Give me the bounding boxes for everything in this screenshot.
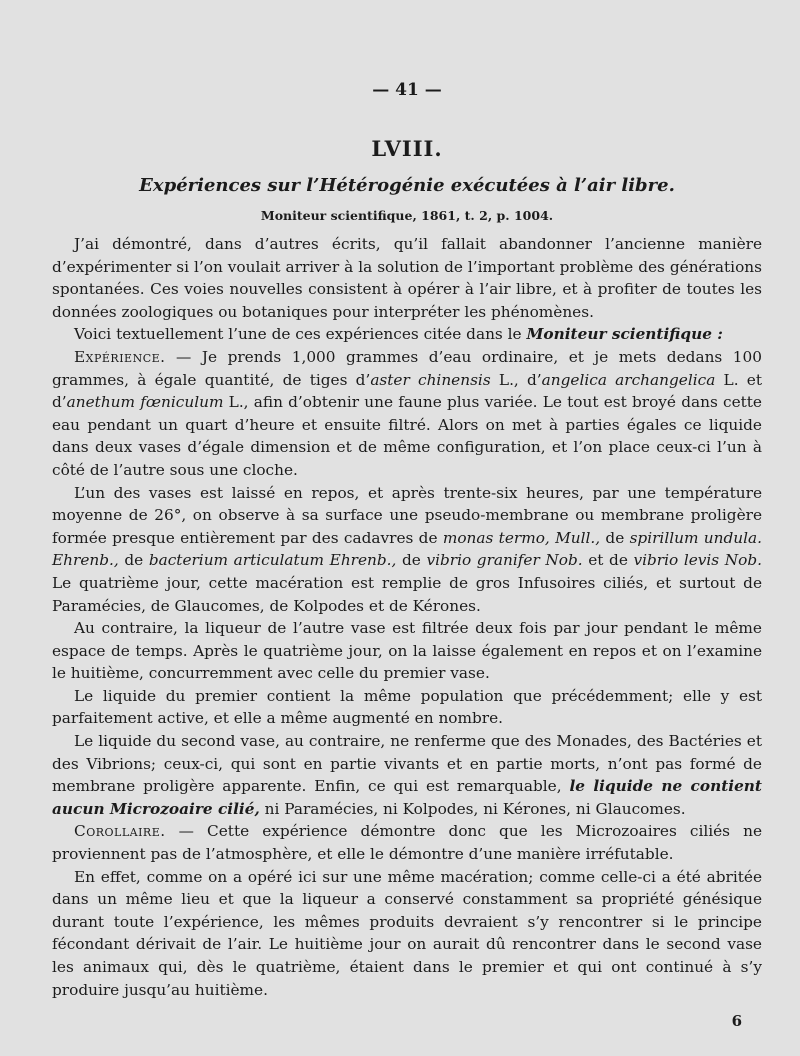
text: — Cette expérience démontre donc que les Microzoaires ciliés ne proviennent pas de l’atmosphère, et elle le démontre d’une manière irréfutable. [52, 822, 762, 864]
text: L’un des vases est laissé en repos, et après trente-six heures, par une température moyenne de 26°, on observe à sa surface une pseudo-membrane ou membrane proligère formée presque entièrement par des cadavres de [52, 483, 762, 547]
text: de [396, 551, 427, 570]
emphasis: le liquide ne contient aucun Microzoaire cilié, [52, 777, 762, 818]
experience-label: Expérience. [74, 347, 166, 366]
text: L., afin d’obtenir une faune plus variée. Le tout est broyé dans cette eau pendant un quart d’heure et ensuite filtré. Alors on met à parties égales ce liquide dans deux vases d’égale dimension et de même configuration, et l’on place ceux-ci l’un à côté de l’autre sous une cloche. [52, 393, 762, 479]
text: de [600, 528, 630, 547]
paragraph-corollaire [52, 820, 762, 865]
text: Voici textuellement l’une de ces expériences citée dans le [74, 325, 527, 344]
species-name: vibrio levis Nob. [633, 551, 762, 570]
species-name: anethum fœniculum [66, 393, 224, 412]
paragraph-4 [52, 482, 762, 618]
species-name: monas termo, Mull., [442, 528, 601, 547]
source-citation: Moniteur scientifique, 1861, t. 2, p. 1004. [260, 208, 554, 223]
text: ni Paramécies, ni Kolpodes, ni Kérones, ni Glaucomes. [259, 799, 686, 818]
text: Le liquide du second vase, au contraire, ne renferme que des Monades, des Bactéries et des Vibrions; ceux-ci, qui sont en partie vivants et en partie morts, n’ont pas formé de membrane proligère apparente. Enfin, ce qui est remarquable, [52, 732, 762, 796]
corollaire-label: Corollaire. [74, 822, 166, 841]
chapter-heading: LVIII. [371, 136, 443, 161]
paragraph-7 [52, 730, 762, 820]
emphasis: Moniteur scientifique : [526, 325, 723, 344]
species-name: aster chinensis [370, 370, 491, 389]
article-title: Expériences sur l’Hétérogénie exécutées à l’air libre. [139, 175, 675, 196]
text: — Je prends 1,000 grammes d’eau ordinaire, et je mets dedans 100 grammes, à égale quantité, de tiges d’ [52, 347, 762, 389]
species-name: angelica archangelica [541, 370, 716, 389]
page-number: — 41 — [372, 80, 442, 100]
text: de [118, 551, 149, 570]
paragraph-experience [52, 346, 762, 482]
signature-mark: 6 [731, 1012, 742, 1030]
paragraph-1: J’ai démontré, dans d’autres écrits, qu’il fallait abandonner l’ancienne manière d’expérimenter si l’on voulait arriver à la solution de l’important problème des générations spontanées. Ces voies nouvelles consistent à opérer à l’air libre, et à profiter de toutes les données zoologiques ou botaniques pour interpréter les phénomènes. [52, 235, 762, 321]
paragraph-2 [52, 323, 762, 346]
paragraph-5: Au contraire, la liqueur de l’autre vase est filtrée deux fois par jour pendant le même espace de temps. Après le quatrième jour, on la laisse également en repos et on l’examine le huitième, concurremment avec celle du premier vase. [52, 619, 762, 683]
text: L., d’ [490, 370, 542, 389]
paragraph-6: Le liquide du premier contient la même population que précédemment; elle y est parfaitement active, et elle a même augmenté en nombre. [52, 686, 762, 728]
text: Le quatrième jour, cette macération est remplie de gros Infusoires ciliés, et surtout de Paramécies, de Glaucomes, de Kolpodes et de Kérones. [52, 573, 762, 615]
text: L. et d’ [52, 370, 762, 412]
paragraph-9: En effet, comme on a opéré ici sur une même macération; comme celle-ci a été abritée dans un même lieu et que la liqueur a conservé constamment sa propriété génésique durant toute l’expérience, les mêmes produits devraient s’y rencontrer si le principe fécondant dérivait de l’air. Le huitième jour on aurait dû rencontrer dans le second vase les animaux qui, dès le quatrième, étaient dans le premier et qui ont continué à s’y produire jusqu’au huitième. [52, 867, 762, 999]
species-name: vibrio granifer Nob. [426, 551, 583, 570]
text: et de [582, 551, 634, 570]
species-name: bacterium articulatum Ehrenb., [148, 551, 397, 570]
species-name: spirillum undula. Ehrenb., [52, 528, 762, 570]
